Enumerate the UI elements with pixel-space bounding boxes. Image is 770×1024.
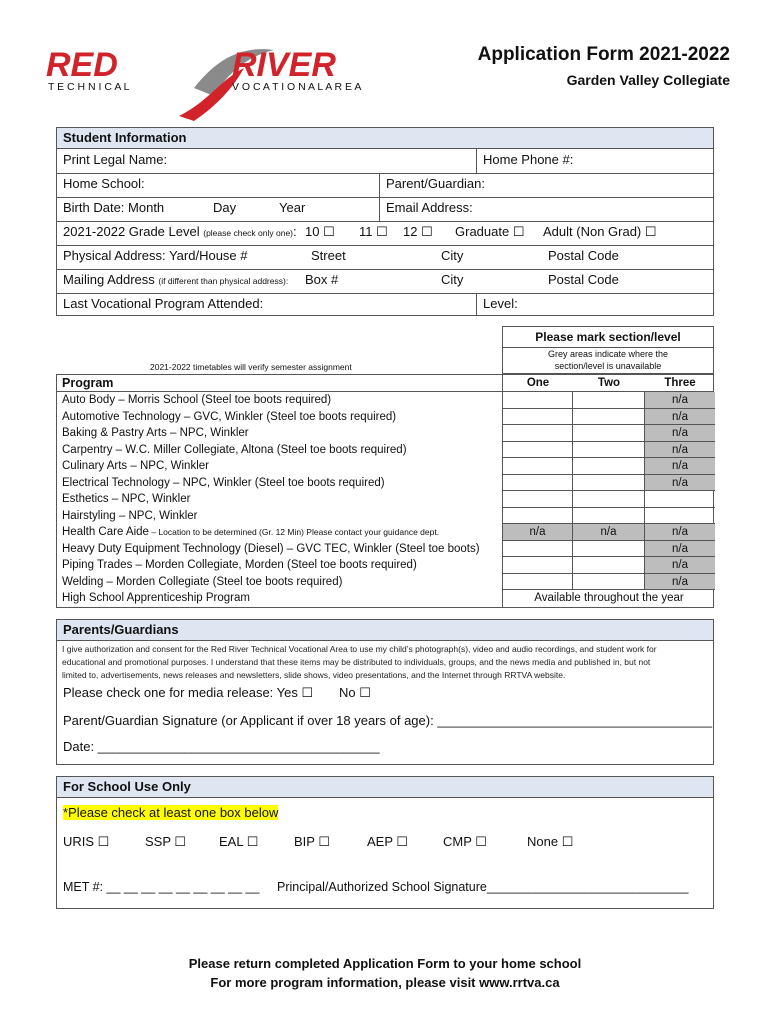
aep-checkbox[interactable]: AEP ☐: [367, 834, 409, 849]
met-number-field[interactable]: MET #: __ __ __ __ __ __ __ __ __: [63, 880, 260, 894]
logo-red-text: RED: [46, 46, 118, 84]
footer-website-note[interactable]: For more program information, please visit www.rrtva.ca: [210, 975, 560, 990]
program-name: Esthetics – NPC, Winkler: [62, 493, 191, 505]
mailing-note: (if different than physical address):: [158, 276, 289, 286]
col-one-heading: One: [526, 377, 550, 389]
uris-checkbox[interactable]: URIS ☐: [63, 834, 110, 849]
grade-12-checkbox[interactable]: 12 ☐: [403, 224, 433, 239]
street-label[interactable]: Street: [311, 248, 346, 263]
grade-10-checkbox[interactable]: 10 ☐: [305, 224, 335, 239]
home-phone-label[interactable]: Home Phone #:: [483, 152, 574, 167]
col-two-heading: Two: [597, 377, 621, 389]
program-name: Hairstyling – NPC, Winkler: [62, 509, 198, 522]
row-home-school: [57, 173, 713, 198]
program-row: [57, 524, 502, 541]
grey-note-1: Grey areas indicate where the: [547, 349, 669, 359]
program-row: [57, 392, 502, 409]
program-row: [57, 541, 502, 558]
section-level-cell[interactable]: [503, 392, 573, 409]
consent-text: [57, 641, 713, 682]
logo-vocational-text: V O C A T I O N A L A R E A: [232, 81, 362, 93]
section-level-cell[interactable]: [645, 491, 715, 508]
section-level-cell[interactable]: [573, 574, 645, 591]
logo-technical-text: T E C H N I C A L: [48, 81, 130, 93]
parents-section: [56, 619, 714, 765]
section-level-cell[interactable]: [503, 425, 573, 442]
section-level-cell[interactable]: [573, 491, 645, 508]
cmp-checkbox[interactable]: CMP ☐: [443, 834, 487, 849]
row-mailing-address: [57, 269, 713, 294]
section-level-cell[interactable]: [503, 442, 573, 459]
program-heading: Program: [62, 376, 114, 390]
section-level-header: [502, 326, 714, 374]
unavailable-cell: n/a: [645, 409, 715, 426]
program-grid: [56, 374, 714, 608]
level-label[interactable]: Level:: [483, 296, 518, 311]
section-level-cell[interactable]: [503, 458, 573, 475]
row-last-program: [57, 293, 713, 315]
row-physical-address: [57, 245, 713, 270]
section-level-cell[interactable]: [573, 475, 645, 492]
program-name: Heavy Duty Equipment Technology (Diesel) – GVC TEC, Winkler (Steel toe boots): [62, 542, 480, 555]
section-level-cell[interactable]: [573, 508, 645, 525]
program-name: Automotive Technology – GVC, Winkler (Steel toe boots required): [62, 410, 397, 423]
section-level-cell[interactable]: [503, 574, 573, 591]
unavailable-cell: n/a: [645, 442, 715, 459]
row-grade-level: [57, 221, 713, 246]
birth-year-label[interactable]: Year: [279, 200, 306, 215]
consent-line-2: educational and promotional purposes. I understand that these items may be distributed to individuals, groups, and the news media and published in, but not: [62, 657, 651, 667]
grey-note-2: section/level is unavailable: [554, 361, 662, 371]
ssp-checkbox[interactable]: SSP ☐: [145, 834, 187, 849]
timetable-note: 2021-2022 timetables will verify semester assignment: [150, 362, 352, 372]
section-level-cell[interactable]: [503, 491, 573, 508]
logo-river-text: RIVER: [232, 46, 336, 84]
form-title: Application Form 2021-2022: [477, 44, 730, 65]
email-label[interactable]: Email Address:: [386, 200, 473, 215]
section-level-cell[interactable]: [503, 475, 573, 492]
program-row: [57, 491, 502, 508]
unavailable-cell: n/a: [645, 458, 715, 475]
birth-day-label[interactable]: Day: [213, 200, 237, 215]
legal-name-label[interactable]: Print Legal Name:: [63, 152, 168, 167]
section-level-cell[interactable]: [645, 508, 715, 525]
health-care-aide-note: – Location to be determined (Gr. 12 Min) Please contact your guidance dept.: [148, 527, 440, 537]
program-name: Piping Trades – Morden Collegiate, Morden (Steel toe boots required): [62, 559, 417, 571]
program-name: Carpentry – W.C. Miller Collegiate, Altona (Steel toe boots required): [62, 443, 407, 456]
eal-checkbox[interactable]: EAL ☐: [219, 834, 259, 849]
section-level-cell[interactable]: [573, 409, 645, 426]
adult-non-grad-checkbox[interactable]: Adult (Non Grad) ☐: [543, 224, 657, 239]
unavailable-cell: n/a: [645, 557, 715, 574]
program-row: [57, 458, 502, 475]
program-row: [57, 590, 502, 607]
section-level-cell[interactable]: [503, 508, 573, 525]
none-checkbox[interactable]: None ☐: [527, 834, 574, 849]
unavailable-cell: n/a: [645, 574, 715, 591]
program-name: Culinary Arts – NPC, Winkler: [62, 460, 209, 472]
section-level-cell[interactable]: [573, 458, 645, 475]
program-row: [57, 442, 502, 459]
section-level-cell[interactable]: [503, 409, 573, 426]
unavailable-cell: n/a: [503, 524, 573, 541]
principal-signature-field[interactable]: Principal/Authorized School Signature_____________________________: [277, 880, 689, 894]
mailing-city-label[interactable]: City: [441, 272, 464, 287]
home-school-label[interactable]: Home School:: [63, 176, 145, 191]
school-use-section: [56, 776, 714, 909]
consent-line-1: I give authorization and consent for the Red River Technical Vocational Area to use my child’s photograph(s), video and audio recordings, and student work for: [62, 644, 657, 654]
program-name: Welding – Morden Collegiate (Steel toe boots required): [62, 575, 343, 588]
section-level-cell[interactable]: [573, 541, 645, 558]
program-name: Electrical Technology – NPC, Winkler (Steel toe boots required): [62, 476, 385, 489]
unavailable-cell: n/a: [573, 524, 645, 541]
logo-graphic: [44, 46, 424, 126]
birth-month-label[interactable]: Birth Date: Month: [63, 200, 165, 215]
section-level-cell[interactable]: [573, 442, 645, 459]
section-level-cell[interactable]: [573, 557, 645, 574]
check-note: *Please check at least one box below: [63, 805, 279, 820]
program-section: [56, 326, 714, 608]
program-row: [57, 557, 502, 574]
unavailable-cell: n/a: [645, 524, 715, 541]
media-release-no[interactable]: No ☐: [339, 685, 371, 700]
grade-11-checkbox[interactable]: 11 ☐: [359, 224, 388, 239]
form-subtitle: Garden Valley Collegiate: [566, 72, 730, 88]
postal-code-label[interactable]: Postal Code: [548, 248, 619, 263]
grade-level-label: 2021-2022 Grade Level (please check only one):: [63, 224, 297, 239]
program-name: High School Apprenticeship Program: [62, 592, 250, 604]
parent-guardian-label[interactable]: Parent/Guardian:: [386, 176, 486, 191]
footer-return-note: Please return completed Application Form to your home school: [188, 956, 582, 971]
mark-section-heading: Please mark section/level: [503, 327, 713, 348]
program-row: [57, 409, 502, 426]
unavailable-cell: n/a: [645, 475, 715, 492]
row-birth-date: [57, 197, 713, 222]
program-row: [57, 508, 502, 525]
parents-heading: Parents/Guardians: [57, 620, 713, 641]
media-release-yes[interactable]: Please check one for media release: Yes ☐: [63, 685, 314, 700]
section-level-cell[interactable]: [503, 541, 573, 558]
unavailable-cell: n/a: [645, 425, 715, 442]
section-level-cell[interactable]: [573, 392, 645, 409]
rrtva-logo: [44, 46, 424, 126]
graduate-checkbox[interactable]: Graduate ☐: [455, 224, 525, 239]
unavailable-cell: n/a: [645, 541, 715, 558]
student-info-heading: Student Information: [57, 128, 713, 149]
program-name: Auto Body – Morris School (Steel toe boots required): [62, 394, 332, 406]
box-number-label[interactable]: Box #: [305, 272, 339, 287]
school-use-heading: For School Use Only: [57, 777, 713, 798]
program-name: Baking & Pastry Arts – NPC, Winkler: [62, 427, 249, 439]
last-program-label[interactable]: Last Vocational Program Attended:: [63, 296, 264, 311]
physical-address-label[interactable]: Physical Address: Yard/House #: [63, 248, 248, 263]
row-legal-name: [57, 149, 713, 174]
program-row: [57, 475, 502, 492]
section-level-cell[interactable]: [503, 557, 573, 574]
unavailable-cell: n/a: [645, 392, 715, 409]
bip-checkbox[interactable]: BIP ☐: [294, 834, 330, 849]
grade-note: (please check only one): [203, 228, 294, 238]
consent-line-3: limited to, advertisements, news releases and newsletters, slide shows, video presentations, and the Internet through RRTVA website.: [62, 670, 566, 680]
date-field[interactable]: Date: _______________________________________: [63, 739, 380, 754]
student-info-section: [56, 127, 714, 316]
mailing-address-label[interactable]: Mailing Address (if different than physical address):: [63, 272, 289, 287]
city-label[interactable]: City: [441, 248, 464, 263]
program-row: [57, 425, 502, 442]
mailing-postal-label[interactable]: Postal Code: [548, 272, 619, 287]
section-level-cell[interactable]: [573, 425, 645, 442]
program-name: Health Care Aide: [62, 526, 149, 538]
program-row: [57, 574, 502, 591]
available-year-cell: Available throughout the year: [534, 592, 684, 604]
guardian-signature-field[interactable]: Parent/Guardian Signature (or Applicant if over 18 years of age): ______________________________________: [63, 713, 713, 728]
col-three-heading: Three: [664, 377, 696, 389]
